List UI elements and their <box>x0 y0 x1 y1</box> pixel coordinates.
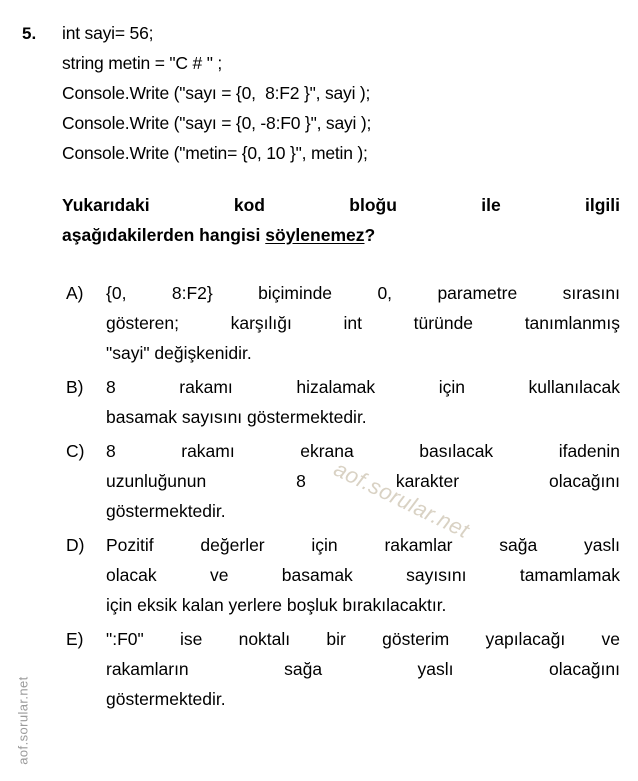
option-line: "sayi" değişkenidir. <box>106 343 252 363</box>
option-line: 8 rakamı hizalamak için kullanılacak <box>106 377 620 397</box>
prompt-line-1: Yukarıdaki kod bloğu ile ilgili <box>62 195 620 215</box>
option-b[interactable] <box>0 372 638 432</box>
option-line: Pozitif değerler için rakamlar sağa yaslı <box>106 535 620 555</box>
prompt-text-before: aşağıdakilerden hangisi <box>62 225 266 245</box>
option-line: için eksik kalan yerlere boşluk bırakılacaktır. <box>106 595 447 615</box>
option-line: olacak ve basamak sayısını tamamlamak <box>106 565 620 585</box>
code-line: Console.Write ("metin= {0, 10 }", metin ); <box>62 143 368 163</box>
option-text <box>106 530 620 620</box>
option-letter: B) <box>66 377 84 397</box>
code-block <box>62 18 622 168</box>
option-text <box>106 372 620 432</box>
question-number: 5. <box>22 24 37 43</box>
option-d[interactable] <box>0 530 638 620</box>
prompt-text-after: ? <box>364 225 376 245</box>
option-line: göstermektedir. <box>106 501 226 521</box>
code-line: string metin = "C # " ; <box>62 53 223 73</box>
code-line: Console.Write ("sayı = {0, -8:F0 }", sayi ); <box>62 113 372 133</box>
option-line: basamak sayısını göstermektedir. <box>106 407 367 427</box>
option-letter: D) <box>66 535 85 555</box>
option-letter: C) <box>66 441 85 461</box>
option-line: {0, 8:F2} biçiminde 0, parametre sırasını <box>106 283 620 303</box>
prompt-line-2 <box>62 220 620 250</box>
code-line: int sayi= 56; <box>62 23 154 43</box>
answer-options <box>0 278 638 718</box>
option-e[interactable] <box>0 624 638 714</box>
option-letter: E) <box>66 629 84 649</box>
option-text <box>106 436 620 526</box>
watermark-diagonal: aof.sorular.net <box>330 456 474 544</box>
question-prompt <box>62 190 620 250</box>
option-line: gösteren; karşılığı int türünde tanımlanmış <box>106 313 620 333</box>
watermark-side: aof.sorular.net <box>15 676 31 765</box>
option-text <box>106 278 620 368</box>
option-line: 8 rakamı ekrana basılacak ifadenin <box>106 441 620 461</box>
prompt-emphasis: söylenemez <box>265 225 365 245</box>
option-a[interactable] <box>0 278 638 368</box>
option-line: göstermektedir. <box>106 689 226 709</box>
code-line: Console.Write ("sayı = {0, 8:F2 }", sayi ); <box>62 83 371 103</box>
option-line: ":F0" ise noktalı bir gösterim yapılacağı ve <box>106 629 620 649</box>
option-letter: A) <box>66 283 84 303</box>
option-c[interactable] <box>0 436 638 526</box>
option-line: rakamların sağa yaslı olacağını <box>106 659 620 679</box>
option-line: uzunluğunun 8 karakter olacağını <box>106 471 620 491</box>
option-text <box>106 624 620 714</box>
